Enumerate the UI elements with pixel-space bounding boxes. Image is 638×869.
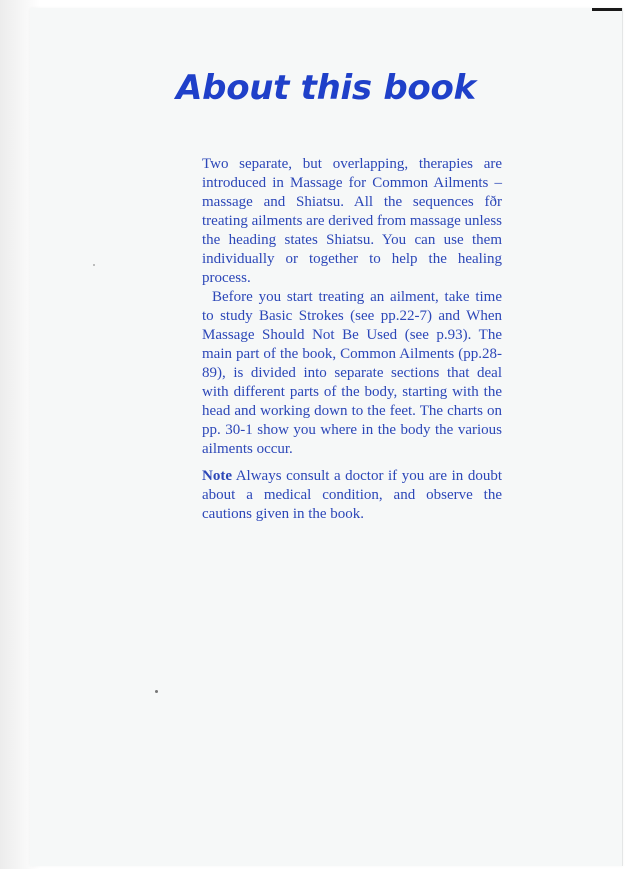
scan-speck [155,690,158,693]
book-page [30,8,623,866]
body-text [202,155,502,524]
page-title: About this book [176,68,476,108]
scan-speck [93,264,95,266]
intro-paragraph: Two separate, but overlapping, therapies are introduced in Massage for Common Ailments – massage and Shiatsu. All the sequences fðr treating ailments are derived from massage unless the heading states Shiatsu. You can use them individually or together to help the healing process. [202,156,502,286]
scan-edge-mark [592,8,622,11]
note-label: Note [202,468,232,484]
note-paragraph [202,467,502,524]
note-text: Always consult a doctor if you are in doubt about a medical condition, and observe the cautions given in the book. [202,468,502,522]
guide-paragraph: Before you start treating an ailment, take time to study Basic Strokes (see pp.22-7) and When Massage Should Not Be Used (see p.93). The main part of the book, Common Ailments (pp.28-89), is divided into separate sections that deal with different parts of the body, starting with the head and working down to the feet. The charts on pp. 30-1 show you where in the body the various ailments occur. [202,289,502,457]
